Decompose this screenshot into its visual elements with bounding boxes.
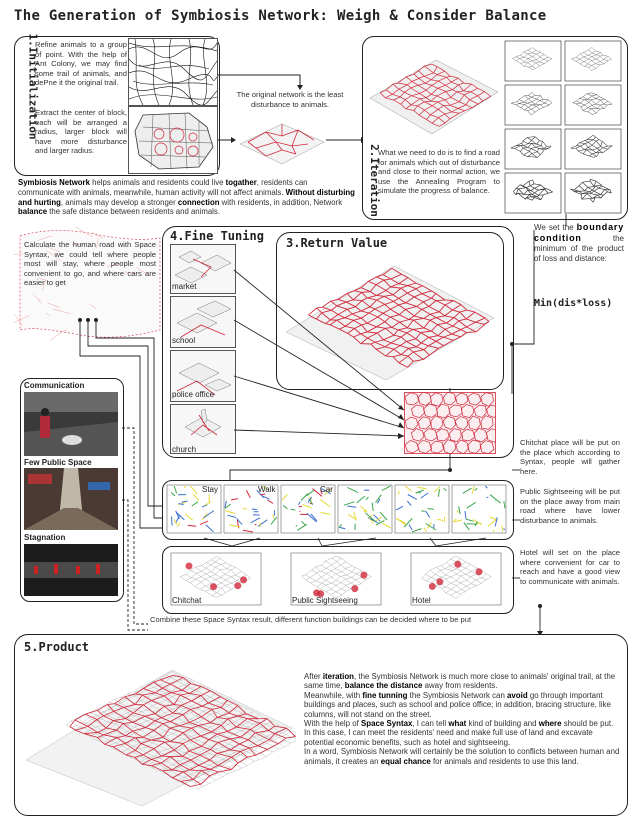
function-label-hotel: Hotel xyxy=(412,596,431,605)
boundary-formula: Min(dis*loss) xyxy=(534,298,613,309)
product-paragraph-conclusion: In a word, Symbiosis Network will certainly be the solution to conflicts between human and animals, it creates an equal chance for animals and residents to use this land. xyxy=(304,747,620,766)
function-label-public-sightseeing: Public Sightseeing xyxy=(292,596,358,605)
hotel-note: Hotel will set on the place where convenient for car to reach and have a good view to communicate with animals. xyxy=(520,548,620,586)
iteration-title: 2.Iteration xyxy=(367,144,381,217)
sightseeing-note: Public Sightseeing will be put on the place away from main road where have lower disturbance to animals. xyxy=(520,487,620,525)
fine-tuning-label-police-office: police office xyxy=(172,390,215,399)
chitchat-note: Chitchat place will be put on the place which according to Syntax, people will gather here. xyxy=(520,438,620,476)
syntax-label-stay: Stay xyxy=(202,485,219,494)
syntax-label-walk: Walk xyxy=(258,485,276,494)
product-paragraph-space-syntax: With the help of Space Syntax, I can tell what kind of building and where should be put. In this case, I can meet the residents' need and make full use of land and excavate potential economic benefits, such as hotel and sightseeing. xyxy=(304,719,614,747)
syntax-label-car: Car xyxy=(320,485,333,494)
product-paragraph-iteration: After iteration, the Symbiosis Network is much more close to animals' original trail, at the same time, balance the distance away from residents. xyxy=(304,672,616,691)
function-label-chitchat: Chitchat xyxy=(172,596,202,605)
fine-tuning-label-church: church xyxy=(172,445,197,454)
combine-note: Combine these Space Syntax result, different function buildings can be decided where to be put xyxy=(150,615,472,624)
boundary-condition-text: We set the boundary condition the minimum of the product of loss and distance: xyxy=(534,222,624,263)
symbiosis-network-description: Symbiosis Network helps animals and residents could live togather, residents can communicate with animals, meanwhile, human activity will not affect animals. Without disturbing and hurting, animals may develop a stronger connection with residents, in addition, Network balance the safe distance between residents and animals. xyxy=(18,178,355,217)
space-syntax-description: Calculate the human road with Space Syntax, we could tell where people most will stay, where people most convenient to go, and where cars are easier to get xyxy=(24,240,156,288)
product-description xyxy=(304,672,620,766)
product-paragraph-fine-tuning: Meanwhile, with fine tunning the Symbiosis Network can avoid go through important buildings and places, such as school and police office; in addition, bracing structure, like columns, will not stand on the street. xyxy=(304,690,611,719)
fine-tuning-label-school: school xyxy=(172,336,196,345)
fine-tuning-label-market: market xyxy=(172,282,197,291)
return-value-title: 3.Return Value xyxy=(286,236,388,250)
problem-label-communication: Communication xyxy=(24,381,85,390)
product-network-image xyxy=(22,650,296,810)
fine-tuning-title: 4.Fine Tuning xyxy=(170,229,264,243)
initialization-title: 1.Initialization xyxy=(26,33,40,140)
original-network-note: The original network is the least disturbance to animals. xyxy=(236,90,344,109)
problem-label-few-public-space: Few Public Space xyxy=(24,458,92,467)
init-text-1: Refine animals to a group of point. With the help of Ant Colony, we may find some trail of animals, and dePne it the original trail. xyxy=(35,40,127,88)
product-title: 5.Product xyxy=(24,640,90,654)
problem-label-stagnation: Stagnation xyxy=(24,533,66,542)
page-title: The Generation of Symbiosis Network: Weigh & Consider Balance xyxy=(14,8,547,24)
init-text-2: Extract the center of block, each will be arranged a radius, larger block will have more disturbance and larger radius. xyxy=(35,108,127,156)
iteration-description: What we need to do is to find a road for animals which out of disturbance and close to their normal action, we use the Annealing Program to simulate the progress of balance. xyxy=(378,148,500,196)
